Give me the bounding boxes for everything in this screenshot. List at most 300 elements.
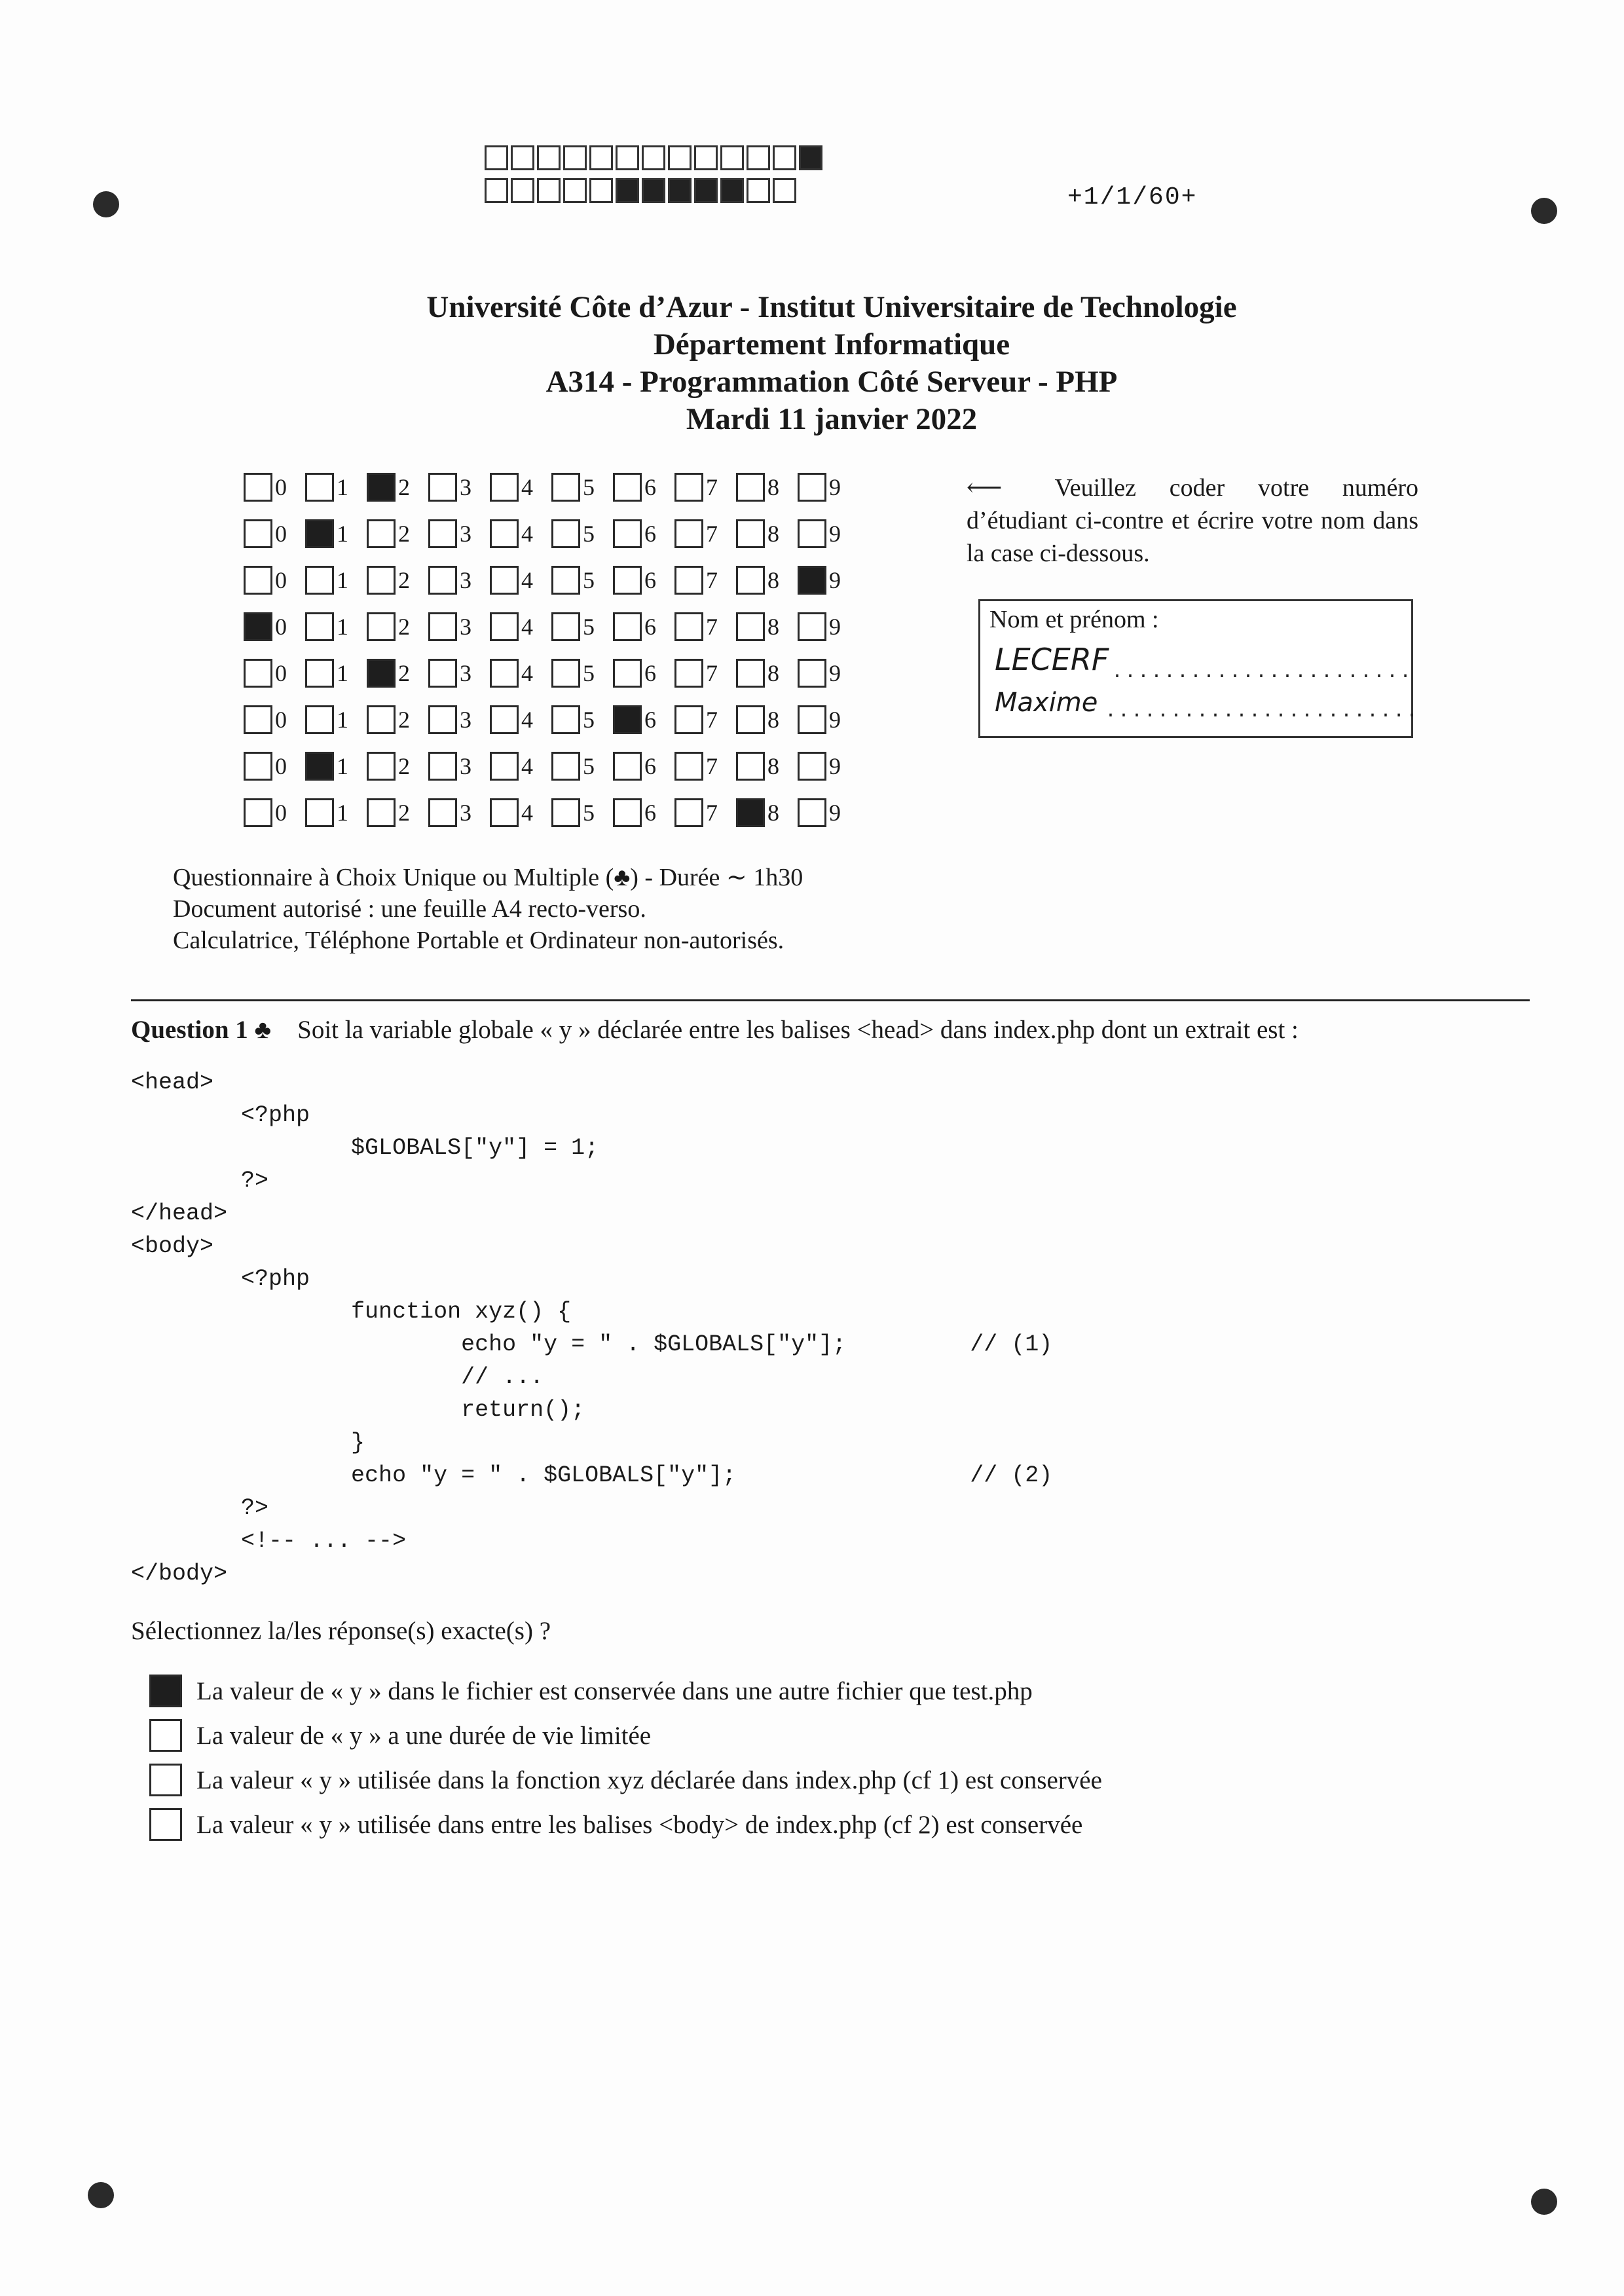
id-digit-cell: [613, 659, 674, 688]
id-checkbox[interactable]: [490, 798, 519, 827]
id-digit-label: 1: [337, 799, 348, 826]
id-digit-cell: [305, 659, 367, 688]
id-digit-cell: [244, 798, 305, 827]
id-digit-label: 3: [460, 473, 471, 500]
id-digit-label: 3: [460, 613, 471, 640]
marker-box: [720, 178, 744, 203]
answer-option[interactable]: [149, 1669, 1102, 1713]
id-checkbox[interactable]: [244, 519, 272, 548]
id-digit-cell: [551, 752, 613, 781]
answer-option[interactable]: [149, 1758, 1102, 1802]
id-digit-cell: [613, 752, 674, 781]
id-checkbox[interactable]: [244, 798, 272, 827]
id-digit-row: [244, 743, 859, 789]
id-checkbox[interactable]: [428, 705, 457, 734]
student-id-grid[interactable]: [244, 464, 859, 836]
id-digit-label: 0: [275, 473, 287, 500]
id-checkbox[interactable]: [798, 612, 826, 641]
id-checkbox[interactable]: [367, 659, 396, 688]
id-checkbox[interactable]: [798, 566, 826, 595]
id-digit-label: 0: [275, 659, 287, 686]
id-digit-label: 7: [706, 613, 718, 640]
id-checkbox[interactable]: [736, 566, 765, 595]
answer-text: La valeur de « y » dans le fichier est conservée dans une autre fichier que test.php: [196, 1676, 1033, 1705]
id-digit-label: 6: [644, 799, 656, 826]
question-text: Soit la variable globale « y » déclarée entre les balises <head> dans index.php dont un extrait est :: [297, 1016, 1299, 1044]
id-digit-cell: [736, 473, 798, 502]
id-checkbox[interactable]: [305, 473, 334, 502]
id-checkbox[interactable]: [428, 612, 457, 641]
id-checkbox[interactable]: [305, 612, 334, 641]
id-digit-label: 6: [644, 520, 656, 547]
id-checkbox[interactable]: [367, 566, 396, 595]
id-digit-label: 0: [275, 706, 287, 733]
id-checkbox[interactable]: [613, 519, 642, 548]
answer-checkbox[interactable]: [149, 1719, 182, 1752]
id-digit-cell: [551, 705, 613, 734]
id-digit-cell: [674, 798, 736, 827]
id-digit-cell: [490, 612, 551, 641]
id-digit-label: 3: [460, 659, 471, 686]
marker-box: [511, 178, 534, 203]
marker-box: [616, 178, 639, 203]
id-checkbox[interactable]: [428, 798, 457, 827]
id-digit-cell: [674, 659, 736, 688]
id-digit-label: 0: [275, 799, 287, 826]
header-university: Université Côte d’Azur - Institut Universitaire de Technologie: [426, 290, 1237, 324]
id-digit-label: 1: [337, 659, 348, 686]
separator: [131, 999, 1530, 1001]
id-digit-label: 3: [460, 520, 471, 547]
id-checkbox[interactable]: [367, 798, 396, 827]
id-digit-label: 0: [275, 752, 287, 779]
id-digit-label: 1: [337, 706, 348, 733]
id-digit-label: 1: [337, 566, 348, 593]
id-digit-cell: [244, 612, 305, 641]
id-checkbox[interactable]: [736, 519, 765, 548]
id-digit-cell: [613, 612, 674, 641]
id-digit-cell: [674, 473, 736, 502]
marker-box: [668, 145, 692, 170]
id-checkbox[interactable]: [305, 659, 334, 688]
handwritten-firstname: Maxime: [995, 688, 1098, 718]
name-box-label: Nom et prénom :: [989, 606, 1159, 633]
id-checkbox[interactable]: [490, 519, 519, 548]
id-digit-label: 7: [706, 566, 718, 593]
id-digit-cell: [613, 705, 674, 734]
id-digit-cell: [244, 519, 305, 548]
id-digit-label: 2: [398, 520, 410, 547]
id-digit-cell: [367, 705, 428, 734]
id-checkbox[interactable]: [551, 566, 580, 595]
code-excerpt: <head> <?php $GLOBALS["y"] = 1; ?> </head> <body> <?php function xyz() { echo "y = " . $GLOBALS["y"]; // (1) // ... return(); } echo "y = " . $GLOBALS["y"]; // (2) ?> <!-- ... --> </body>: [131, 1069, 1053, 1587]
id-digit-label: 5: [583, 520, 595, 547]
id-digit-cell: [305, 705, 367, 734]
marker-box: [537, 145, 561, 170]
id-digit-cell: [798, 752, 859, 781]
id-checkbox[interactable]: [674, 798, 703, 827]
id-digit-label: 0: [275, 613, 287, 640]
answer-checkbox[interactable]: [149, 1808, 182, 1841]
marker-box: [668, 178, 692, 203]
id-digit-label: 9: [829, 473, 841, 500]
id-checkbox[interactable]: [305, 752, 334, 781]
answer-checkbox[interactable]: [149, 1675, 182, 1707]
id-checkbox[interactable]: [367, 705, 396, 734]
id-checkbox[interactable]: [305, 798, 334, 827]
id-digit-cell: [736, 705, 798, 734]
id-digit-label: 6: [644, 659, 656, 686]
marker-box: [642, 145, 665, 170]
id-digit-label: 9: [829, 520, 841, 547]
answer-list: [149, 1669, 1102, 1847]
marker-box: [642, 178, 665, 203]
id-digit-label: 9: [829, 613, 841, 640]
id-checkbox[interactable]: [674, 566, 703, 595]
id-digit-row: [244, 696, 859, 743]
id-digit-cell: [490, 519, 551, 548]
id-digit-label: 7: [706, 752, 718, 779]
id-digit-cell: [367, 612, 428, 641]
id-checkbox[interactable]: [428, 752, 457, 781]
id-checkbox[interactable]: [736, 473, 765, 502]
registration-mark-top-left: [93, 191, 119, 217]
name-dotted-line: .......................: [1111, 661, 1413, 684]
id-checkbox[interactable]: [613, 473, 642, 502]
id-digit-label: 9: [829, 752, 841, 779]
id-checkbox[interactable]: [490, 752, 519, 781]
rules-line-3: Calculatrice, Téléphone Portable et Ordinateur non-autorisés.: [173, 927, 784, 954]
id-digit-label: 9: [829, 659, 841, 686]
id-digit-label: 9: [829, 566, 841, 593]
name-box[interactable]: [978, 599, 1420, 738]
id-digit-cell: [428, 612, 490, 641]
id-digit-label: 6: [644, 706, 656, 733]
id-digit-label: 8: [767, 473, 779, 500]
id-checkbox[interactable]: [736, 752, 765, 781]
rules-line-1: Questionnaire à Choix Unique ou Multiple (♣) - Durée ∼ 1h30: [173, 864, 803, 891]
id-digit-label: 2: [398, 659, 410, 686]
id-checkbox[interactable]: [551, 659, 580, 688]
id-checkbox[interactable]: [305, 519, 334, 548]
marker-box: [589, 178, 613, 203]
id-digit-cell: [490, 566, 551, 595]
id-digit-label: 5: [583, 752, 595, 779]
id-instructions: [967, 472, 1418, 570]
id-digit-cell: [551, 519, 613, 548]
id-digit-cell: [428, 798, 490, 827]
id-digit-cell: [305, 752, 367, 781]
id-digit-cell: [244, 566, 305, 595]
id-digit-cell: [736, 612, 798, 641]
id-digit-cell: [674, 612, 736, 641]
answer-text: La valeur de « y » a une durée de vie limitée: [196, 1721, 652, 1750]
id-checkbox[interactable]: [244, 752, 272, 781]
id-digit-label: 6: [644, 613, 656, 640]
id-digit-label: 4: [521, 520, 533, 547]
marker-box: [747, 145, 770, 170]
id-checkbox[interactable]: [736, 612, 765, 641]
id-checkbox[interactable]: [244, 705, 272, 734]
id-digit-label: 7: [706, 520, 718, 547]
id-digit-cell: [736, 659, 798, 688]
id-checkbox[interactable]: [613, 566, 642, 595]
id-digit-label: 4: [521, 613, 533, 640]
id-checkbox[interactable]: [551, 612, 580, 641]
id-digit-label: 3: [460, 706, 471, 733]
id-digit-cell: [798, 659, 859, 688]
id-checkbox[interactable]: [613, 705, 642, 734]
id-digit-cell: [367, 473, 428, 502]
answer-text: La valeur « y » utilisée dans entre les balises <body> de index.php (cf 2) est conservée: [196, 1810, 1083, 1839]
marker-box: [485, 145, 508, 170]
id-digit-cell: [613, 798, 674, 827]
id-digit-cell: [428, 752, 490, 781]
id-checkbox[interactable]: [674, 705, 703, 734]
id-digit-label: 8: [767, 799, 779, 826]
header-department: Département Informatique: [653, 327, 1010, 361]
id-checkbox[interactable]: [798, 798, 826, 827]
id-digit-cell: [367, 519, 428, 548]
id-digit-label: 4: [521, 659, 533, 686]
id-checkbox[interactable]: [367, 612, 396, 641]
firstname-dotted-line: ........................: [1105, 701, 1420, 723]
id-digit-cell: [428, 705, 490, 734]
id-checkbox[interactable]: [490, 659, 519, 688]
id-digit-row: [244, 557, 859, 603]
id-digit-cell: [244, 659, 305, 688]
id-checkbox[interactable]: [244, 566, 272, 595]
id-checkbox[interactable]: [490, 612, 519, 641]
id-digit-cell: [490, 473, 551, 502]
id-digit-label: 4: [521, 706, 533, 733]
id-digit-label: 8: [767, 566, 779, 593]
id-digit-label: 1: [337, 473, 348, 500]
id-checkbox[interactable]: [798, 473, 826, 502]
id-digit-cell: [428, 566, 490, 595]
marker-box: [747, 178, 770, 203]
id-digit-cell: [798, 566, 859, 595]
answer-option[interactable]: [149, 1713, 1102, 1758]
answer-text: La valeur « y » utilisée dans la fonction xyz déclarée dans index.php (cf 1) est conservée: [196, 1766, 1102, 1794]
page-id: +1/1/60+: [1067, 183, 1198, 212]
id-digit-label: 5: [583, 473, 595, 500]
select-prompt: Sélectionnez la/les réponse(s) exacte(s) ?: [131, 1617, 551, 1645]
id-checkbox[interactable]: [367, 752, 396, 781]
handwritten-surname: LECERF: [995, 642, 1109, 677]
id-digit-label: 9: [829, 706, 841, 733]
id-digit-cell: [736, 566, 798, 595]
id-digit-cell: [305, 519, 367, 548]
id-digit-cell: [244, 473, 305, 502]
id-digit-cell: [674, 705, 736, 734]
exam-rules: [173, 862, 803, 956]
id-digit-cell: [305, 612, 367, 641]
id-digit-row: [244, 464, 859, 510]
id-checkbox[interactable]: [674, 612, 703, 641]
id-digit-label: 5: [583, 613, 595, 640]
id-checkbox[interactable]: [428, 519, 457, 548]
header-course: A314 - Programmation Côté Serveur - PHP: [545, 365, 1118, 399]
id-digit-cell: [613, 519, 674, 548]
id-digit-label: 7: [706, 473, 718, 500]
id-checkbox[interactable]: [305, 566, 334, 595]
id-digit-label: 3: [460, 752, 471, 779]
id-checkbox[interactable]: [674, 519, 703, 548]
id-digit-label: 1: [337, 752, 348, 779]
marker-box: [773, 178, 796, 203]
id-checkbox[interactable]: [428, 659, 457, 688]
id-digit-label: 4: [521, 566, 533, 593]
id-digit-cell: [798, 519, 859, 548]
id-digit-label: 5: [583, 566, 595, 593]
id-digit-cell: [736, 798, 798, 827]
id-digit-label: 8: [767, 613, 779, 640]
instructions-text: Veuillez coder votre numéro d’étudiant ci-contre et écrire votre nom dans la case ci-dessous.: [967, 474, 1418, 567]
id-checkbox[interactable]: [367, 473, 396, 502]
id-checkbox[interactable]: [244, 659, 272, 688]
id-digit-label: 2: [398, 752, 410, 779]
id-checkbox[interactable]: [551, 752, 580, 781]
id-checkbox[interactable]: [798, 705, 826, 734]
id-checkbox[interactable]: [613, 612, 642, 641]
marker-row-top: [485, 145, 825, 170]
id-checkbox[interactable]: [613, 752, 642, 781]
id-digit-cell: [674, 566, 736, 595]
id-checkbox[interactable]: [674, 473, 703, 502]
id-digit-label: 0: [275, 520, 287, 547]
id-digit-cell: [490, 705, 551, 734]
id-digit-row: [244, 510, 859, 557]
id-digit-cell: [367, 566, 428, 595]
id-digit-cell: [613, 566, 674, 595]
id-digit-cell: [490, 752, 551, 781]
id-checkbox[interactable]: [551, 798, 580, 827]
id-checkbox[interactable]: [490, 566, 519, 595]
id-digit-cell: [305, 566, 367, 595]
id-checkbox[interactable]: [798, 659, 826, 688]
id-checkbox[interactable]: [736, 659, 765, 688]
id-digit-label: 7: [706, 706, 718, 733]
id-digit-label: 1: [337, 613, 348, 640]
id-digit-row: [244, 789, 859, 836]
id-digit-label: 8: [767, 752, 779, 779]
id-digit-row: [244, 650, 859, 696]
id-digit-label: 8: [767, 706, 779, 733]
id-digit-label: 6: [644, 752, 656, 779]
id-checkbox[interactable]: [613, 659, 642, 688]
id-digit-cell: [428, 659, 490, 688]
id-digit-label: 3: [460, 566, 471, 593]
id-digit-cell: [551, 566, 613, 595]
rules-line-2: Document autorisé : une feuille A4 recto-verso.: [173, 895, 646, 923]
id-checkbox[interactable]: [798, 752, 826, 781]
id-digit-label: 3: [460, 799, 471, 826]
id-digit-cell: [674, 752, 736, 781]
id-digit-cell: [798, 473, 859, 502]
id-checkbox[interactable]: [367, 519, 396, 548]
marker-box: [511, 145, 534, 170]
id-digit-cell: [428, 519, 490, 548]
id-digit-cell: [367, 798, 428, 827]
id-digit-cell: [613, 473, 674, 502]
registration-mark-top-right: [1531, 198, 1557, 224]
id-checkbox[interactable]: [798, 519, 826, 548]
marker-row-bottom: [485, 178, 799, 203]
id-digit-label: 7: [706, 659, 718, 686]
marker-box: [589, 145, 613, 170]
id-checkbox[interactable]: [428, 566, 457, 595]
id-checkbox[interactable]: [674, 659, 703, 688]
id-digit-label: 0: [275, 566, 287, 593]
registration-mark-bottom-right: [1531, 2189, 1557, 2215]
id-digit-cell: [551, 612, 613, 641]
answer-option[interactable]: [149, 1802, 1102, 1847]
id-digit-cell: [490, 798, 551, 827]
id-checkbox[interactable]: [490, 473, 519, 502]
id-checkbox[interactable]: [244, 612, 272, 641]
answer-checkbox[interactable]: [149, 1764, 182, 1796]
marker-box: [720, 145, 744, 170]
id-digit-label: 2: [398, 613, 410, 640]
id-checkbox[interactable]: [551, 473, 580, 502]
id-digit-label: 6: [644, 566, 656, 593]
id-checkbox[interactable]: [551, 519, 580, 548]
id-digit-label: 4: [521, 799, 533, 826]
id-digit-row: [244, 603, 859, 650]
id-digit-label: 5: [583, 659, 595, 686]
id-checkbox[interactable]: [490, 705, 519, 734]
id-digit-label: 5: [583, 799, 595, 826]
id-checkbox[interactable]: [613, 798, 642, 827]
id-digit-label: 2: [398, 799, 410, 826]
id-digit-cell: [428, 473, 490, 502]
id-digit-cell: [798, 798, 859, 827]
id-checkbox[interactable]: [551, 705, 580, 734]
id-digit-label: 8: [767, 659, 779, 686]
id-digit-label: 5: [583, 706, 595, 733]
id-digit-cell: [551, 798, 613, 827]
id-digit-cell: [798, 612, 859, 641]
id-digit-cell: [674, 519, 736, 548]
id-digit-cell: [551, 659, 613, 688]
id-checkbox[interactable]: [428, 473, 457, 502]
marker-box: [773, 145, 796, 170]
id-digit-label: 2: [398, 566, 410, 593]
id-digit-cell: [736, 519, 798, 548]
id-checkbox[interactable]: [674, 752, 703, 781]
marker-box: [799, 145, 822, 170]
marker-box: [694, 145, 718, 170]
id-checkbox[interactable]: [244, 473, 272, 502]
marker-box: [616, 145, 639, 170]
id-checkbox[interactable]: [736, 705, 765, 734]
id-digit-label: 9: [829, 799, 841, 826]
id-digit-cell: [305, 798, 367, 827]
id-checkbox[interactable]: [305, 705, 334, 734]
id-digit-label: 6: [644, 473, 656, 500]
id-digit-label: 7: [706, 799, 718, 826]
id-digit-cell: [367, 752, 428, 781]
marker-box: [563, 178, 587, 203]
id-digit-label: 2: [398, 473, 410, 500]
id-digit-cell: [305, 473, 367, 502]
question-label: Question 1 ♣: [131, 1016, 272, 1044]
id-checkbox[interactable]: [736, 798, 765, 827]
marker-box: [563, 145, 587, 170]
arrow-left-icon: ⟵: [967, 474, 1003, 502]
id-digit-label: 2: [398, 706, 410, 733]
